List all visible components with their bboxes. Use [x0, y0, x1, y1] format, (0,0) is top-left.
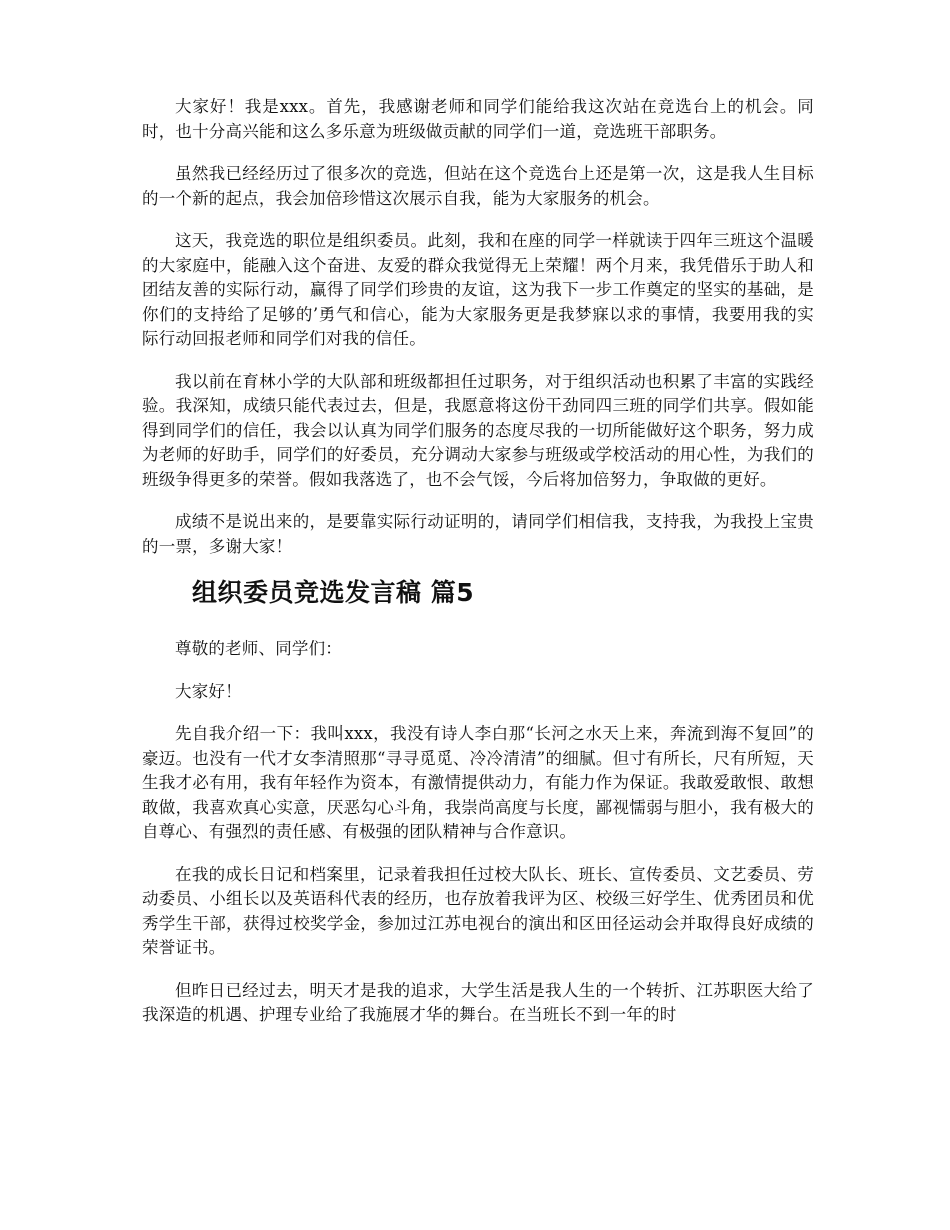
paragraph-greeting-intro: 大家好！我是xxx。首先，我感谢老师和同学们能给我这次站在竞选台上的机会。同时，也十分高兴能和这么多乐意为班级做贡献的同学们一道，竞选班干部职务。 [142, 97, 814, 141]
section-heading: 组织委员竞选发言稿 篇5 [192, 578, 475, 607]
paragraph-first-time: 虽然我已经经历过了很多次的竞选，但站在这个竞选台上还是第一次，这是我人生目标的一个新的起点，我会加倍珍惜这次展示自我，能为大家服务的机会。 [142, 164, 814, 208]
document-page [142, 95, 814, 1046]
paragraph-hello: 大家好！ [175, 681, 242, 701]
paragraph-position: 这天，我竞选的职位是组织委员。此刻，我和在座的同学一样就读于四年三班这个温暖的大家庭中，能融入这个奋进、友爱的群众我觉得无上荣耀！两个月来，我凭借乐于助人和团结友善的实际行动，赢得了同学们珍贵的友谊，这为我下一步工作奠定的坚实的基础，是你们的支持给了足够的’勇气和信心，能为大家服务更是我梦寐以求的事情，我要用我的实际行动回报老师和同学们对我的信任。 [142, 231, 814, 348]
paragraph-closing: 成绩不是说出来的，是要靠实际行动证明的，请同学们相信我，支持我，为我投上宝贵的一票，多谢大家！ [142, 512, 814, 556]
paragraph-growth-record: 在我的成长日记和档案里，记录着我担任过校大队长、班长、宣传委员、文艺委员、劳动委员、小组长以及英语科代表的经历，也存放着我评为区、校级三好学生、优秀团员和优秀学生干部，获得过校奖学金，参加过江苏电视台的演出和区田径运动会并取得良好成绩的荣誉证书。 [142, 864, 814, 957]
paragraph-self-intro: 先自我介绍一下：我叫xxx，我没有诗人李白那“长河之水天上来，奔流到海不复回”的豪迈。也没有一代才女李清照那“寻寻觅觅、冷冷清清”的细腻。但寸有所长，尺有所短，天生我才必有用，我有年轻作为资本，有激情提供动力，有能力作为保证。我敢爱敢恨、敢想敢做，我喜欢真心实意，厌恶勾心斗角，我崇尚高度与长度，鄙视懦弱与胆小，我有极大的自尊心、有强烈的责任感、有极强的团队精神与合作意识。 [142, 724, 814, 841]
paragraph-salutation: 尊敬的老师、同学们： [175, 639, 342, 658]
paragraph-future: 但昨日已经过去，明天才是我的追求，大学生活是我人生的一个转折、江苏职医大给了我深造的机遇、护理专业给了我施展才华的舞台。在当班长不到一年的时 [142, 980, 814, 1024]
paragraph-experience: 我以前在育林小学的大队部和班级都担任过职务，对于组织活动也积累了丰富的实践经验。我深知，成绩只能代表过去，但是，我愿意将这份干劲同四三班的同学们共享。假如能得到同学们的信任，我会以认真为同学们服务的态度尽我的一切所能做好这个职务，努力成为老师的好助手，同学们的好委员，充分调动大家参与班级或学校活动的用心性，为我们的班级争得更多的荣誉。假如我落选了，也不会气馁，今后将加倍努力，争取做的更好。 [142, 371, 814, 489]
